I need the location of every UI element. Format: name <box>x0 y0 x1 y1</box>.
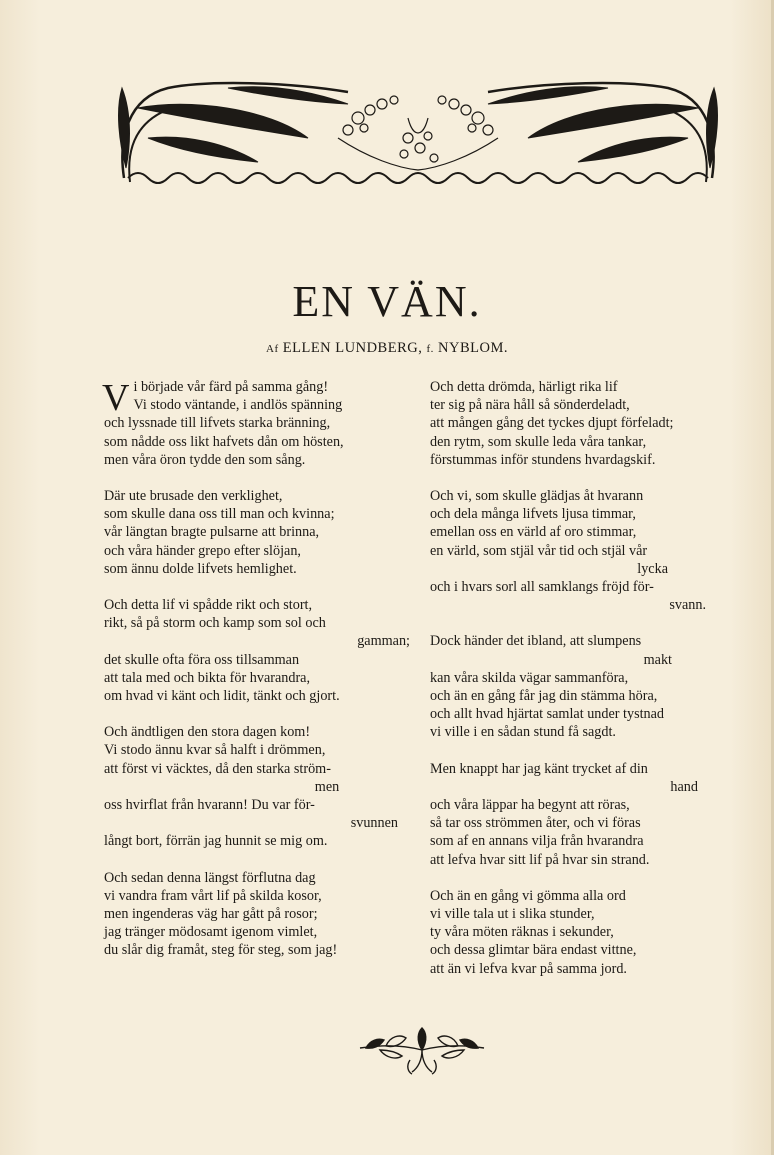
stanza <box>104 487 412 578</box>
verse-line: det skulle ofta föra oss tillsamman <box>104 651 300 668</box>
verse-line: Vi stodo väntande, i andlös spänning <box>133 397 343 414</box>
verse-line: oss hvirflat från hvarann! Du var för- <box>104 797 315 814</box>
verse-line: och än en gång får jag din stämma höra, <box>430 688 658 705</box>
verse-line-continuation: gamman; <box>357 633 410 650</box>
verse-line: vi ville tala ut i slika stunder, <box>430 906 595 923</box>
verse-line: ty våra möten räknas i sekunder, <box>430 924 614 941</box>
verse-line: Och ändtligen den stora dagen kom! <box>104 724 311 741</box>
byline-author: ELLEN LUNDBERG, <box>282 340 423 356</box>
verse-line: Och sedan denna längst förflutna dag <box>104 869 316 886</box>
left-column <box>104 378 412 978</box>
verse-line: vi ville i en sådan stund få sagdt. <box>430 724 616 741</box>
stanza <box>430 760 738 869</box>
verse-line: om hvad vi känt och lidit, tänkt och gjort. <box>104 688 340 705</box>
byline-f: f. <box>426 343 434 355</box>
verse-line: vår längtan bragte pulsarne att brinna, <box>104 524 320 541</box>
verse-line: att först vi väcktes, då den starka ström- <box>104 760 331 777</box>
verse-line: Och detta drömda, härligt rika lif <box>430 379 618 395</box>
byline-maiden-name: NYBLOM. <box>438 340 508 356</box>
verse-line-continuation: svann. <box>669 597 706 614</box>
verse-line: och allt hvad hjärtat samlat under tystnad <box>430 706 665 723</box>
poem-title: EN VÄN. <box>292 277 482 326</box>
verse-line: som nådde oss likt hafvets dån om hösten, <box>104 433 344 450</box>
stanza <box>104 596 412 705</box>
verse-line: Dock händer det ibland, att slumpens <box>430 633 642 650</box>
verse-line: att mången gång det tyckes djupt förfeladt; <box>430 415 674 432</box>
verse-line: att lefva hvar sitt lif på hvar sin strand. <box>430 851 650 868</box>
verse-line: som skulle dana oss till man och kvinna; <box>104 506 335 523</box>
right-column <box>430 378 738 996</box>
verse-line: den rytm, som skulle leda våra tankar, <box>430 433 647 450</box>
verse-line: så tar oss strömmen åter, och vi föras <box>430 815 641 832</box>
stanza <box>430 632 738 741</box>
verse-line: en värld, som stjäl vår tid och stjäl vår <box>430 542 648 559</box>
verse-line: Där ute brusade den verklighet, <box>104 488 283 505</box>
verse-line: kan våra skilda vägar sammanföra, <box>430 669 629 686</box>
verse-line: jag tränger mödosamt igenom vimlet, <box>104 924 318 941</box>
verse-line: och i hvars sorl all samklangs fröjd för- <box>430 579 654 596</box>
verse-line: men våra öron tydde den som sång. <box>104 451 306 468</box>
stanza <box>430 487 738 614</box>
byline-prefix: Af <box>266 343 279 355</box>
verse-line: Men knappt har jag känt trycket af din <box>430 760 648 777</box>
verse-line: Vi stodo ännu kvar så halft i drömmen, <box>104 742 326 759</box>
verse-line: att än vi lefva kvar på samma jord. <box>430 960 627 977</box>
stanza <box>430 378 738 469</box>
verse-line-continuation: svunnen <box>350 815 398 832</box>
verse-line: långt bort, förrän jag hunnit se mig om. <box>104 833 328 850</box>
verse-line: och lyssnade till lifvets starka bränning, <box>104 415 331 432</box>
leaf-tailpiece-ornament-icon <box>356 1026 488 1076</box>
stanza <box>104 869 412 960</box>
verse-line: och våra läppar ha begynt att röras, <box>430 797 630 814</box>
verse-line: ter sig på nära håll så sönderdeladt, <box>430 397 630 414</box>
stanza <box>430 887 738 978</box>
verse-line: som af en annans vilja från hvarandra <box>430 833 644 850</box>
verse-line: som ännu dolde lifvets hemlighet. <box>104 560 297 577</box>
verse-line: och våra händer grepo efter slöjan, <box>104 542 301 559</box>
verse-line: du slår dig framåt, steg för steg, som jag! <box>104 942 338 959</box>
verse-line: och dessa glimtar bära endast vittne, <box>430 942 637 959</box>
floral-header-ornament-icon <box>108 78 728 196</box>
stanza <box>104 723 412 850</box>
verse-line-continuation: hand <box>670 778 698 795</box>
verse-line: Och detta lif vi spådde rikt och stort, <box>104 597 313 614</box>
verse-line: emellan oss en värld af oro stimmar, <box>430 524 637 541</box>
verse-line: att tala med och bikta för hvarandra, <box>104 669 311 686</box>
verse-line: men ingenderas väg har gått på rosor; <box>104 906 318 923</box>
verse-line-continuation: makt <box>643 651 672 668</box>
byline <box>0 340 774 357</box>
verse-line: och dela många lifvets ljusa timmar, <box>430 506 636 523</box>
verse-line: vi vandra fram vårt lif på skilda kosor, <box>104 887 322 904</box>
drop-cap: V <box>102 377 130 419</box>
verse-line: Och än en gång vi gömma alla ord <box>430 887 626 904</box>
verse-line: rikt, så på storm och kamp som sol och <box>104 615 326 632</box>
verse-line: Och vi, som skulle glädjas åt hvarann <box>430 488 644 505</box>
stanza <box>104 378 412 469</box>
verse-line-continuation: men <box>314 778 340 795</box>
verse-line: i började vår färd på samma gång! <box>133 379 329 395</box>
verse-line-continuation: lycka <box>637 560 668 577</box>
verse-line: förstummas inför stundens hvardagskif. <box>430 451 656 468</box>
